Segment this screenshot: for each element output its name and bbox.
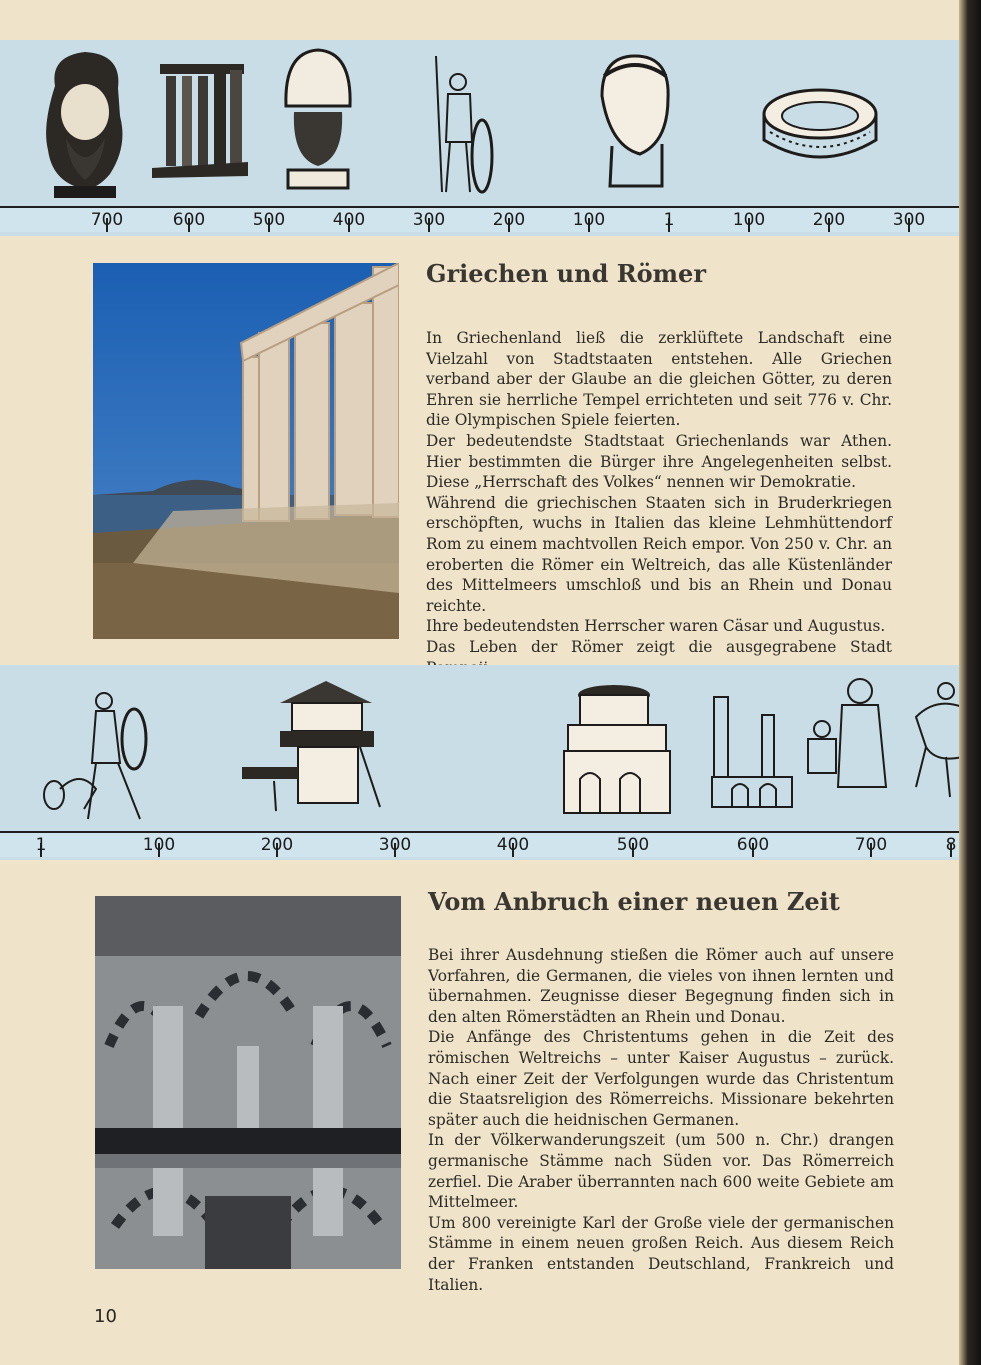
timeline-bottom-label: 700 (854, 835, 888, 855)
paragraph: In der Völkerwanderungszeit (um 500 n. Chr.) drangen germanische Stämme nach Süden vor. Das Römerreich zerfiel. Die Araber überrannten nach 600 weite Gebiete am Mittelmeer. (428, 1131, 894, 1212)
zeus-head-illustration (30, 46, 140, 198)
timeline-bottom-label: 8 (945, 835, 957, 855)
section-body-griechen (426, 328, 892, 678)
paragraph: Um 800 vereinigte Karl der Große viele der germanischen Stämme in einem neuen großen Reich. Aus diesem Reich der Franken entstanden Deutschland, Frankreich und Italien. (428, 1213, 894, 1294)
timeline-top-label: 100 (732, 210, 766, 230)
church-towers-illustration (708, 685, 796, 809)
colosseum-illustration (758, 74, 878, 174)
timeline-top-label: 100 (572, 210, 606, 230)
timeline-top-label: 500 (252, 210, 286, 230)
watchtower-limes-illustration (240, 677, 420, 817)
timeline-bottom-label: 500 (616, 835, 650, 855)
timeline-top-label: 300 (412, 210, 446, 230)
paragraph: Während die griechischen Staaten sich in Bruderkriegen erschöpften, wuchs in Italien das kleine Lehmhüttendorf Rom zu einem machtvollen Reich empor. Von 250 v. Chr. an eroberten die Römer ein Weltreich, das alle Küstenländer des Mittelmeers umschloß und bis an Rhein und Donau reichte. (426, 493, 892, 615)
paragraph: Das Leben der Römer zeigt die ausgegrabene Stadt (426, 637, 892, 656)
horse-rider-illustration (906, 677, 962, 807)
fighting-warriors-illustration (40, 679, 160, 829)
timeline-bottom-label: 100 (142, 835, 176, 855)
temple-poseidon-photo (93, 263, 399, 639)
greek-temple-columns-illustration (150, 50, 250, 180)
timeline-top-label: 200 (812, 210, 846, 230)
timeline-top-label: 200 (492, 210, 526, 230)
paragraph: Ihre bedeutendsten Herrscher waren Cäsar und Augustus. (426, 617, 886, 636)
timeline-top-label: 600 (172, 210, 206, 230)
timeline-top-label: 400 (332, 210, 366, 230)
timeline-bottom-label: 300 (378, 835, 412, 855)
roman-soldier-illustration (424, 52, 504, 198)
paragraph: Der bedeutendste Stadtstaat Griechenlands war Athen. Hier bestimmten die Bürger ihre Angelegenheiten selbst. Diese „Herrschaft des Volkes“ nennen wir Demokratie. (426, 431, 892, 492)
timeline-bottom-label: 200 (260, 835, 294, 855)
helmeted-head-illustration (278, 46, 358, 194)
bishop-figures-illustration (802, 675, 892, 795)
paragraph: In Griechenland ließ die zerklüftete Landschaft eine Vielzahl von Stadtstaaten entstehen. Alle Griechen verband aber der Glaube an die gleichen Götter, zu deren Ehren sie herrliche Tempel errichteten und seit 776 v. Chr. die Olympischen Spiele feierten. (426, 329, 892, 430)
timeline-top-label: 300 (892, 210, 926, 230)
timeline-top-label: 700 (90, 210, 124, 230)
page-number: 10 (94, 1306, 117, 1327)
timeline-top-label: 1 (663, 210, 675, 230)
aachen-cathedral-photo (95, 896, 401, 1269)
paragraph: Bei ihrer Ausdehnung stießen die Römer auch auf unsere Vorfahren, die Germanen, die vieles von ihnen lernten und übernahmen. Zeugnisse dieser Begegnung finden sich in den alten Römerstädten an Rhein und Donau. (428, 946, 894, 1026)
ravenna-mausoleum-illustration (560, 679, 680, 819)
section-title-neue-zeit: Vom Anbruch einer neuen Zeit (428, 887, 840, 916)
section-title-griechen: Griechen und Römer (426, 259, 706, 288)
timeline-bottom-label: 400 (496, 835, 530, 855)
timeline-axis-top (0, 208, 962, 232)
paragraph: Die Anfänge des Christentums gehen in die Zeit des römischen Weltreichs – unter Kaiser Augustus – zurück. Nach einer Zeit der Verfolgungen wurde das Christentum die Staatsreligion des Römerreichs. Missionare bekehrten später auch die heidnischen Germanen. (428, 1028, 894, 1129)
timeline-bottom-label: 600 (736, 835, 770, 855)
caesar-head-illustration (580, 46, 690, 198)
section-body-neue-zeit (428, 945, 894, 1295)
book-spine-edge (959, 0, 981, 1365)
timeline-bottom-label: 1 (35, 835, 47, 855)
timeline-axis-bottom (0, 833, 962, 857)
